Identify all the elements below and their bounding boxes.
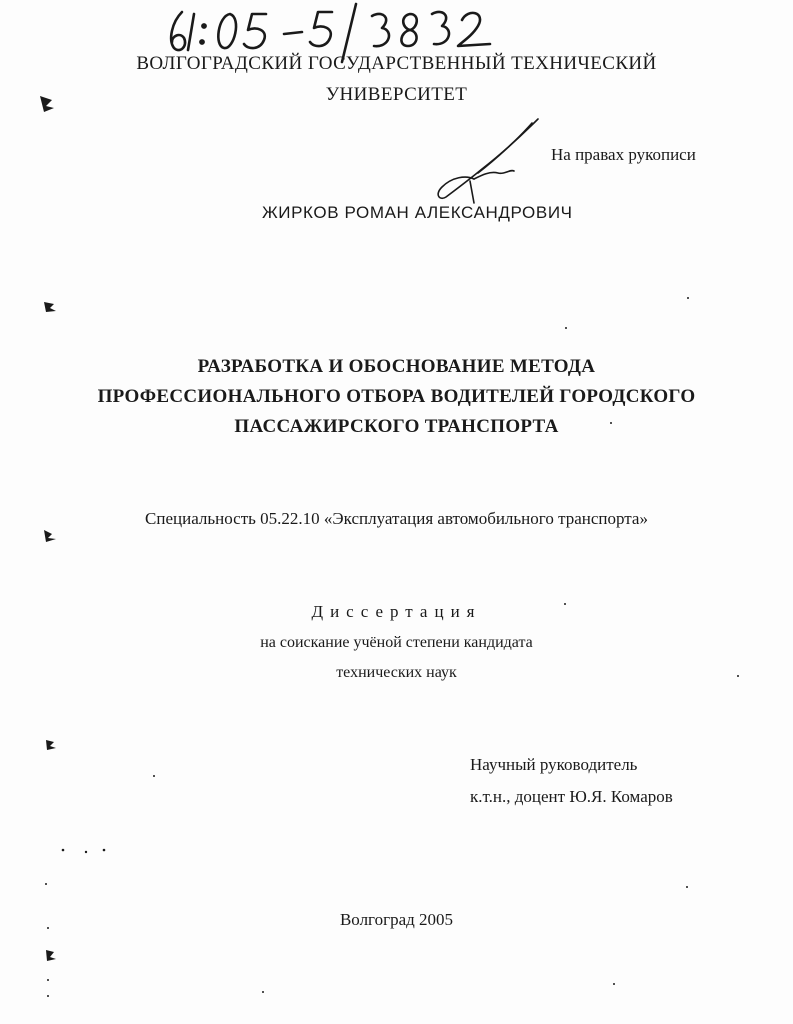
manuscript-rights-note: На правах рукописи bbox=[551, 145, 696, 164]
dissertation-label: Диссертация bbox=[311, 602, 482, 621]
supervisor-name: к.т.н., доцент Ю.Я. Комаров bbox=[470, 787, 673, 806]
dissertation-title-line-2: ПРОФЕССИОНАЛЬНОГО ОТБОРА ВОДИТЕЛЕЙ ГОРОДСКОГО bbox=[97, 386, 696, 407]
author-name: ЖИРКОВ РОМАН АЛЕКСАНДРОВИЧ bbox=[262, 203, 573, 222]
dissertation-title-line-3: ПАССАЖИРСКОГО ТРАНСПОРТА bbox=[234, 416, 559, 437]
city-and-year: Волгоград 2005 bbox=[339, 910, 454, 929]
supervisor-label: Научный руководитель bbox=[470, 755, 638, 774]
speciality-line: Специальность 05.22.10 «Эксплуатация автомобильного транспорта» bbox=[145, 509, 648, 528]
degree-line-1: на соискание учёной степени кандидата bbox=[260, 634, 533, 651]
university-name-line-2: УНИВЕРСИТЕТ bbox=[325, 84, 468, 105]
dissertation-title-line-1: РАЗРАБОТКА И ОБОСНОВАНИЕ МЕТОДА bbox=[197, 356, 596, 377]
degree-line-2: технических наук bbox=[336, 664, 457, 681]
university-name-line-1: ВОЛГОГРАДСКИЙ ГОСУДАРСТВЕННЫЙ ТЕХНИЧЕСКИЙ bbox=[136, 53, 657, 74]
